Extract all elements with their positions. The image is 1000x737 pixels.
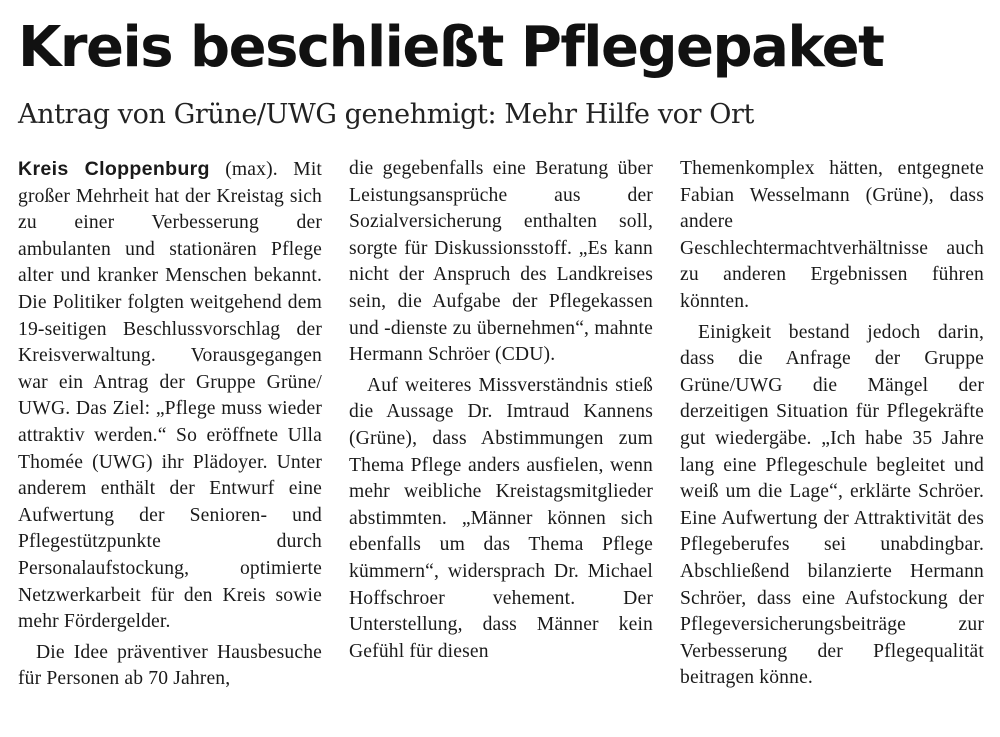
article-body	[18, 156, 986, 716]
paragraph-3-continued: Themenkomplex hätten, entgegnete Fabian Wesselmann (Grüne), dass andere Geschlechtermachtverhältnisse auch zu anderen Ergebnissen führen könnten.	[680, 158, 984, 312]
text-column-3	[680, 156, 984, 692]
text-column-2	[349, 156, 653, 665]
article-headline: Kreis beschließt Pflegepaket	[18, 15, 884, 80]
byline: (max).	[209, 159, 294, 180]
paragraph-3: Auf weiteres Missverständnis stieß die Aussage Dr. Imtraud Kannens (Grüne), dass Abstimmungen zum Thema Pflege anders ausfielen, wenn mehr weibliche Kreistagsmitglieder abstimmten. „Männer können sich ebenfalls um das Thema Pflege kümmern“, widersprach Dr. Michael Hoffschroer vehement. Der Unterstellung, dass Männer kein Gefühl für diesen	[349, 374, 653, 662]
paragraph-1-text: Mit großer Mehrheit hat der Kreistag sich zu einer Verbesserung der ambulanten und stationären Pflege alter und kranker Menschen bekannt. Die Politiker folgten weitgehend dem 19-seitigen Beschlussvorschlag der Kreisverwaltung. Vorausgegangen war ein Antrag der Gruppe Grüne/ UWG. Das Ziel: „Pflege muss wieder attraktiv werden.“ So eröffnete Ulla Thomée (UWG) ihr Plädoyer. Unter anderem enthält der Entwurf eine Aufwertung der Senioren- und Pflegestützpunkte durch Personalaufstockung, optimierte Netzwerkarbeit für den Kreis sowie mehr Fördergelder.	[18, 159, 323, 633]
dateline: Kreis Cloppenburg	[18, 158, 210, 180]
paragraph-4: Einigkeit bestand jedoch darin, dass die Anfrage der Gruppe Grüne/UWG die Mängel der derzeitigen Situation für Pflegekräfte gut wiedergäbe. „Ich habe 35 Jahre lang eine Pflegeschule begleitet und weiß um die Lage“, erklärte Schröer. Eine Aufwertung der Attraktivität des Pflegeberufes sei unabdingbar. Abschließend bilanzierte Hermann Schröer, dass eine Aufstockung der Pflegeversicherungsbeiträge zur Verbesserung der Pflegequalität beitragen könne.	[680, 321, 984, 689]
paragraph-2: Die Idee präventiver Hausbesuche für Personen ab 70 Jahren,	[18, 641, 322, 690]
paragraph-1	[18, 156, 322, 636]
article-subheadline: Antrag von Grüne/UWG genehmigt: Mehr Hilfe vor Ort	[18, 99, 754, 130]
paragraph-2-continued: die gegebenfalls eine Beratung über Leistungsansprüche aus der Sozialversicherung enthalten soll, sorgte für Diskussionsstoff. „Es kann nicht der Anspruch des Landkreises sein, die Aufgabe der Pflegekassen und -dienste zu übernehmen“, mahnte Hermann Schröer (CDU).	[349, 158, 653, 366]
text-column-1	[18, 156, 322, 693]
